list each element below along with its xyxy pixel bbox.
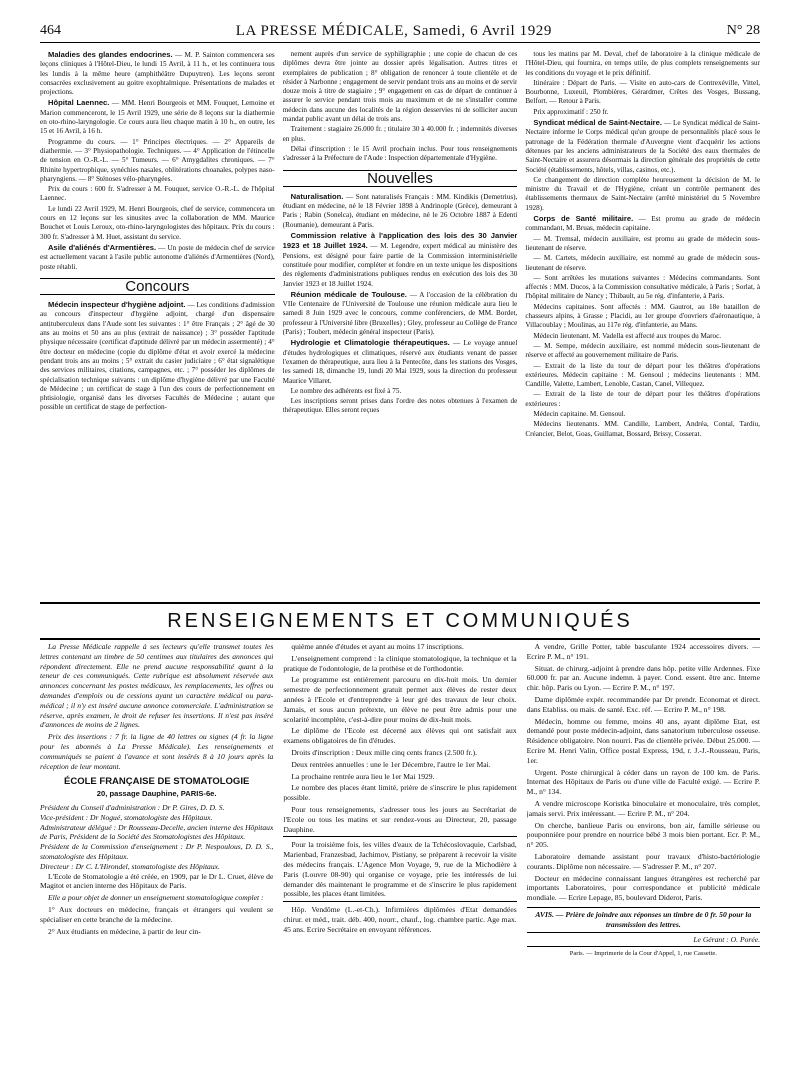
classified-ad: Urgent. Poste chirurgical à céder dans un rayon de 100 km. de Paris. Internat des Hôpitaux de Paris ou d'une ville de Faculté exigé. — Ecrire P. M., n° 134. xyxy=(526,767,760,797)
article-heading: Asile d'aliénés d'Armentières. xyxy=(48,242,157,252)
article-paragraph xyxy=(283,50,518,124)
article-heading: Corps de Santé militaire. xyxy=(533,214,634,224)
article-paragraph xyxy=(283,231,518,289)
article-paragraph xyxy=(40,243,275,272)
article-text: Traitement : stagiaire 26.000 fr. ; titulaire 30 à 40.000 fr. ; indemnités diverses en plus. xyxy=(282,125,518,143)
article-heading: Réunion médicale de Toulouse. xyxy=(290,289,407,299)
officer-line: Président de la Commission d'enseignement : Dr P. Nespoulous, D. D. S., stomatologiste des Hôpitaux. xyxy=(40,842,274,861)
classified-ad: Docteur en médecine connaissant langues étrangères est recherché par importants Laboratoires, pour correspondance et publicité médicale mondiale. — Ecrire Lepage, 85, boulevard Diderot, Paris. xyxy=(526,873,760,903)
article-text: — Le voyage annuel d'études hydrologiques et climatiques, réservé aux étudiants venant de passer l'examen de thérapeutique, aura lieu à la Pentecôte, dans les stations des Vosges, les samedi 18, dimanche 19, lundi 20 Mai 1929, sous la direction du professeur Maurice Villaret. xyxy=(282,339,518,385)
article-text: Prix du cours : 600 fr. S'adresser à M. Fouquet, service O.-R.-L. de l'hôpital Laennec. xyxy=(40,185,275,203)
article-paragraph xyxy=(283,387,518,396)
article-text: Ce changement de direction complète heureusement la décision de M. le ministre du Travail et de l'Hygiène, créant un contrôle permanent des établissements thermaux de Saint-Nectaire (arrêté ministériel du 5 Novembre 1928). xyxy=(525,175,761,212)
article-text: — Est promu au grade de médecin commandant, M. Bruas, médecin capitaine. xyxy=(525,215,761,233)
article-paragraph xyxy=(525,274,760,302)
school-title: ÉCOLE FRANÇAISE DE STOMATOLOGIE xyxy=(64,776,250,788)
article-paragraph xyxy=(525,420,760,439)
article-paragraph xyxy=(525,50,760,78)
article-text: Médecins lieutenants. MM. Candille, Lambert, Andréa, Contal, Tardiu, Créancier, Belot, Goas, Guillamat, Bossard, Brissy, Cosserat. xyxy=(525,420,761,438)
article-text: Les inscriptions seront prises dans l'ordre des notes obtenues à l'examen de thérapeutique. Elles seront reçues xyxy=(282,397,518,415)
page-header xyxy=(40,20,760,43)
article-text: Médecins capitaines. Sont affectés : MM. Gautrot, au 18e bataillon de chasseurs alpins, à Grasse ; Placidi, au 1er groupe d'ouvriers d'aéronautique, à Villacoublay ; Moulinas, au 117e rég. d'infanterie, au Mans. xyxy=(525,302,761,330)
article-heading: Syndicat médical de Saint-Nectaire. xyxy=(533,118,662,128)
communique-paragraph: Le diplôme de l'Ecole est décerné aux élèves qui ont satisfait aux examens obligatoires de fin d'études. xyxy=(283,726,517,746)
article-text: — Les conditions d'admission au concours d'inspecteur d'hygiène adjoint, chargé d'un dispensaire antituberculeux dans l'Aude sont les suivantes : 1° être Français ; 2° âgé de 30 ans au moins et 50 ans au plus (extrait de naissance) ; 3° posséder l'aptitude physique nécessaire (certificat d'aptitude délivré par un médecin assermenté) ; 4° être docteur en médecine (copie du diplôme d'état et avoir exercé la médecine pendant trois ans au moins ; 5° extrait du casier judiciaire ; 6° état signalétique des services militaires, citations, campagnes, etc. ; 7° posséder les diplômes de spécialisation technique suivants : un diplôme d'hygiène délivré par une Faculté de Médecine ; un certificat de stage à l'un des cours de perfectionnement en phtisiologie, organisé dans les diverses Facultés de Médecine ; autant que possible un certificat de stage de perfection- xyxy=(40,301,275,412)
article-heading: Commission relative à l'application des lois des 30 Janvier 1923 et 18 Juillet 1924. xyxy=(282,231,518,251)
communique-paragraph: Deux rentrées annuelles : une le 1er Décembre, l'autre le 1er Mai. xyxy=(291,759,491,769)
article-paragraph xyxy=(283,397,518,416)
article-text: tous les matins par M. Deval, chef de laboratoire à la clinique médicale de l'Hôtel-Dieu, qui fournira, en temps utile, de plus complets renseignements sur les conditions du voyage et le prix définitif. xyxy=(525,50,761,77)
journal-title: LA PRESSE MÉDICALE, Samedi, 6 Avril 1929 xyxy=(235,22,552,39)
article-paragraph xyxy=(283,125,518,144)
article-text: Prix approximatif : 250 fr. xyxy=(533,107,609,116)
communique-paragraph: Hôp. Vendôme (L.-et-Ch.). Infirmières diplômées d'Etat demandées chirur. et méd., trait. déb. 400, nourr., chauf., log. chambre partic. Age max. 45 ans. Ecrire Secrétaire en envoyant références. xyxy=(283,901,516,934)
bottom-columns xyxy=(40,642,760,1062)
article-text: — Sont arrêtées les mutations suivantes : Médecins commandants. Sont affectés : MM. Ducos, à la Commission consultative médicale, à Paris ; Sorlat, à l'hôpital militaire de Nancy ; Thibault, au 5e rég. d'infanterie, à Paris. xyxy=(525,273,761,301)
article-text: — Un poste de médecin chef de service est actuellement vacant à l'asile public autonome d'aliénés d'Armentières (Nord), poste rétabli. xyxy=(40,243,275,271)
classified-ad: Laboratoire demande assistant pour travaux d'histo-bactériologie courants. Diplôme non nécessaire. — S'adresser P. M., n° 207. xyxy=(526,851,760,871)
article-text: Itinéraire : Départ de Paris. — Visite en auto-cars de Contrexéville, Vittel, Bourbonne, Luxeuil, Plombières, Gérardmer, Crêtes des Vosges, Bussang, Belfort. — Retour à Paris. xyxy=(525,78,761,106)
article-heading: Hôpital Laennec. xyxy=(48,98,110,108)
officer-line: Directeur : Dr C. L'Hirondel, stomatologiste des Hôpitaux. xyxy=(40,861,220,871)
column-1 xyxy=(40,50,275,590)
article-paragraph xyxy=(525,332,760,341)
article-text: — Le Syndicat médical de Saint-Nectaire informe le Corps médical qu'un groupe de personnalités placé sous le patronage de la Fédération thermale d'Auvergne vient d'acquérir les actions détenues par les anciens administrateurs de la Société des eaux thermales de Saint-Nectaire et assurera désormais la direction générale des propriétés de cette Société (établissements, hôtels, villas, casinos, etc.). xyxy=(525,119,761,174)
section-banner: RENSEIGNEMENTS ET COMMUNIQUÉS xyxy=(40,602,760,640)
article-text: Médecin lieutenant. M. Vadella est affecté aux troupes du Maroc. xyxy=(533,331,722,340)
article-heading: Naturalisation. xyxy=(290,191,344,201)
top-columns xyxy=(40,50,760,590)
classified-ad: Dame diplômée expér. recommandée par Dr prendr. Economat et direct. dans Etabliss. ou mais. de santé. Exc. réf. — Ecrire P. M., n° 198. xyxy=(526,694,760,714)
classified-ad: Situat. de chirurg.-adjoint à prendre dans hôp. petite ville Ardennes. Fixe 60.000 fr. par an. Aucune indemn. à payer. Cond. essent. être anc. Interne chir. hôp. Paris ou Lyon. — Ecrire P. M., n° 197. xyxy=(526,663,760,693)
section-title: Concours xyxy=(40,278,275,295)
officers-list xyxy=(40,803,273,872)
article-paragraph xyxy=(525,410,760,419)
officer-line: Administrateur délégué : Dr Rousseau-Decelle, ancien interne des Hôpitaux de Paris, Président de la Société des Stomatologistes des Hôpitaux. xyxy=(40,822,274,842)
article-paragraph xyxy=(525,176,760,213)
article-paragraph xyxy=(525,108,760,117)
officer-line: Vice-président : Dr Nogué, stomatologiste des Hôpitaux. xyxy=(40,812,213,822)
communique-paragraph: Droits d'inscription : Deux mille cinq cents francs (2.500 fr.). xyxy=(291,747,478,757)
article-paragraph xyxy=(525,79,760,107)
article-paragraph xyxy=(283,192,518,230)
article-text: nement auprès d'un service de syphiligraphie ; une copie de chacun de ces diplômes devra être jointe au dossier après légalisation. Autres titres et exemplaires de publication ; 8° obligation de renoncer à toute clientèle et de résider à Narbonne ; engagement de servir pendant trois ans au moins et de servir douze mois à titre de stagiaire ; 9° engagement en cas de départ de continuer à assurer le service pendant trois mois au maximum et de ne s'installer comme médecin dans aucune des localités de la région desservies ni de solliciter aucun mandat public avant un délai de trois ans. xyxy=(282,50,518,124)
gerant-line: Le Gérant : O. Porée. xyxy=(693,934,760,944)
communique-paragraph: Le programme est entièrement parcouru en dix-huit mois. Un dernier semestre de perfectionnement gratuit permet aux élèves de rester deux années à l'Ecole et d'entreprendre à leur gré des travaux de leur choix. Jamais, et sous aucun prétexte, un élève ne peut être admis pour une scolarité incomplète, c'est-à-dire pour moins de dix-huit mois. xyxy=(283,675,517,724)
column-2 xyxy=(283,50,518,590)
article-paragraph xyxy=(40,98,275,136)
article-paragraph xyxy=(525,254,760,273)
article-text: — Extrait de la liste du tour de départ pour les théâtres d'opérations extérieures. Médecin capitaine : M. Gensoul ; médecins lieutenants : MM. Candille, Valette, Lambert, Lenoble, Castan, Canel, Villequez. xyxy=(525,361,761,389)
intro-notice: La Presse Médicale rappelle à ses lecteurs qu'elle transmet toutes les lettres contenant un timbre de 50 centimes aux titulaires des annonces qui répondent directement. Elle ne prend aucune responsabilité quant à la teneur de ces communiqués. Cette rubrique est absolument réservée aux annonces concernant les postes médicaux, les remplacements, les offres ou demandes d'emplois ou de cessions ayant un caractère médical ou para-médical ; il n'y est inséré aucune annonce commerciale. L'administration se réserve, après examen, le droit de refuser les insertions. Il n'est pas inséré d'annonces de moins de 2 lignes. xyxy=(40,642,274,730)
issue-number: N° 28 xyxy=(726,23,760,38)
communique-paragraph: Pour tous renseignements, s'adresser tous les jours au Secrétariat de l'Ecole ou tous les matins et sur rendez-vous au Directeur, 20, passage Dauphine. xyxy=(283,804,517,834)
school-paragraph: 1° Aux docteurs en médecine, français et étrangers qui veulent se spécialiser en cette branche de la médecine. xyxy=(40,904,274,924)
article-paragraph xyxy=(525,118,760,175)
insertion-prices: Prix des insertions : 7 fr. la ligne de 40 lettres ou signes (4 fr. la ligne pour les abonnés à La Presse Médicale). Les renseignements et communiqués se paient à l'avance et sont insérés 8 à 10 jours après la réception de leur montant. xyxy=(40,732,274,771)
article-text: Le lundi 22 Avril 1929, M. Henri Bourgeois, chef de service, commencera un cours en 12 leçons sur les sinusites avec la collaboration de MM. Maurice Bouchet et Louis Leroux, oto-rhino-laryngologistes des hôpitaux. Prix du cours : 300 fr. S'adresser à M. Huet, assistant du service. xyxy=(40,204,275,241)
article-heading: Hydrologie et Climatologie thérapeutiques. xyxy=(290,338,450,348)
communique-paragraph: Le nombre des places étant limité, prière de s'inscrire le plus rapidement possible. xyxy=(283,783,517,803)
article-text: Le nombre des adhérents est fixé à 75. xyxy=(290,386,402,395)
article-paragraph xyxy=(40,185,275,204)
article-text: — A l'occasion de la célébration du VIIe Centenaire de l'Université de Toulouse une réunion médicale aura lieu le samedi 8 Juin 1929 avec le concours, comme conférenciers, de MM. Bordet, professeur à l'Université libre (Bruxelles) ; Gley, professeur au Collège de France (Paris) ; Toubert, médecin général inspecteur (Paris). xyxy=(282,290,518,337)
article-text: — M. Sempe, médecin auxiliaire, est nommé médecin sous-lieutenant de réserve et affecté au gouvernement militaire de Paris. xyxy=(525,341,761,360)
bottom-column-2 xyxy=(283,642,516,1062)
bottom-column-1 xyxy=(40,642,273,1062)
classified-ad: Médecin, homme ou femme, moins 40 ans, ayant diplôme Etat, est demandé pour poste médecin-adjoint, dans sanatorium tuberculose osseuse. Résidence obligatoire. Non nourri. Pas de clientèle privée. Début 25.000. — Ecrire M. Henri Valin, Office postal Express, 19d, r. J.-J.-Rousseau, Paris, 1er. xyxy=(526,716,760,765)
communique-paragraph: Pour la troisième fois, les villes d'eaux de la Tchécoslovaquie, Carlsbad, Marienbad, Franzesbad, Jachimov, Pistiany, se préparent à recevoir la visite des médecins français. L'Agence Mon Voyage, 9, rue de la Michodière à Paris (Louvre 08-90) qui organise ce voyage, prie les intéressés de lui demander dès maintenant le programme et de s'inscrire le plus rapidement possible, les places étant limitées. xyxy=(283,836,516,899)
article-paragraph xyxy=(525,235,760,254)
article-heading: Maladies des glandes endocrines. xyxy=(48,50,173,59)
article-text: — M. Legendre, expert médical au ministère des Pensions, est désigné pour faire partie de la Commission interministérielle constituée pour modifier, compléter et fondre en un texte unique les dispositions des règlements d'administrations publiques rendus en exécution des lois des 30 Janvier 1923 et 18 Juillet 1924. xyxy=(282,242,518,288)
article-paragraph xyxy=(283,338,518,385)
communique-paragraph: quième année d'études et ayant au moins 17 inscriptions. xyxy=(291,642,464,651)
article-paragraph xyxy=(283,145,518,164)
article-paragraph xyxy=(283,290,518,337)
classified-ad: A vendre microscope Koristka binoculaire et monoculaire, très complet, jamais servi. Prix intéressant. — Ecrire P. M., n° 204. xyxy=(526,798,760,818)
article-heading: Médecin inspecteur d'hygiène adjoint. xyxy=(48,300,186,310)
communique-paragraph: L'enseignement comprend : la clinique stomatologique, la technique et la pratique de l'odontologie, de la prothèse et de l'orthodontie. xyxy=(283,653,517,673)
school-address: 20, passage Dauphine, PARIS-6e. xyxy=(96,789,217,799)
article-text: — Extrait de la liste de tour de départ pour les théâtres d'opérations extérieures : xyxy=(525,390,761,408)
printer-line: Paris. — Imprimerie de la Cour d'Appel, 1, rue Cassette. xyxy=(527,946,760,959)
article-text: Médecin capitaine. M. Gensoul. xyxy=(533,409,626,418)
avis-notice: AVIS. — Prière de joindre aux réponses un timbre de 0 fr. 50 pour la transmission des lettres. xyxy=(527,907,760,933)
article-text: — MM. Henri Bourgeois et MM. Fouquet, Lemoine et Marion commenceront, le 15 Avril 1929, une série de 8 leçons sur la diathermie en oto-rhino-laryngologie. Ce cours aura lieu chaque matin à 10 h., en outre, les 15 et 16 Avril, à 16 h. xyxy=(40,99,275,136)
article-paragraph xyxy=(525,342,760,361)
article-paragraph xyxy=(525,303,760,331)
page-number: 464 xyxy=(40,23,61,38)
article-text: — M. Cartets, médecin auxiliaire, est nommé au grade de médecin sous-lieutenant de réserve. xyxy=(525,254,761,272)
article-paragraph xyxy=(40,205,275,242)
article-paragraph xyxy=(525,362,760,390)
article-paragraph xyxy=(40,300,275,413)
article-text: — Sont naturalisés Français : MM. Kindikis (Demetrius), étudiant en médecine, né le 18 Février 1898 à Andrinople (Grèce), demeurant à Paris ; Rabin (Sonelca), étudiant en médecine, né le 26 Octobre 1887 à Edenti (Roumanie), demeurant à Paris. xyxy=(282,192,518,229)
communique-paragraph: La prochaine rentrée aura lieu le 1er Mai 1929. xyxy=(291,771,435,781)
school-paragraph: L'Ecole de Stomatologie a été créée, en 1909, par le Dr L. Cruet, élève de Magitot et ancien interne des Hôpitaux de Paris. xyxy=(40,871,274,891)
section-title: Nouvelles xyxy=(283,170,518,187)
classified-ads xyxy=(527,642,760,903)
article-paragraph xyxy=(40,138,275,184)
bottom-column-3 xyxy=(527,642,760,1062)
column-3 xyxy=(525,50,760,590)
article-text: Délai d'inscription : le 15 Avril prochain inclus. Pour tous renseignements s'adresser à la Préfecture de l'Aude : Inspection départementale d'Hygiène. xyxy=(282,144,518,163)
article-text: Programme du cours. — 1° Principes électriques. — 2° Appareils de diathermie. — 3° Physiopathologie. Techniques. — 4° Application de l'étincelle de tension en O.-R.-L. — 5° Tumeurs. — 6° Amygdalites chroniques. — 7° Rhinite hypertrophique, synéchies nasales, oblitérations choanales, polypes naso-pharyngiens. — 8° Sténoses vélo-pharyngées. xyxy=(40,137,275,183)
classified-ad: A vendre, Grille Potter, table basculante 1924 accessoires divers. — Ecrire P. M., n° 191. xyxy=(526,642,760,661)
article-paragraph xyxy=(525,214,760,234)
article-paragraph xyxy=(525,390,760,409)
school-paragraph: 2° Aux étudiants en médecine, à partir de leur cin- xyxy=(48,926,201,936)
article-paragraph xyxy=(40,50,275,97)
article-text: — M. P. Sainton commencera ses leçons cliniques à l'Hôtel-Dieu, le lundi 15 Avril, à 11 h., et les continuera tous les lundis à la même heure (amphithéâtre Dupuytren). Les leçons seront consacrées exclusivement au goitre exophtalmique. Présentations de malades et projections. xyxy=(40,51,275,97)
school-paragraph: Elle a pour objet de donner un enseignement stomatologique complet : xyxy=(48,893,264,903)
officer-line: Président du Conseil d'administration : Dr P. Gires, D. D. S. xyxy=(40,802,225,812)
article-text: — M. Tremsal, médecin auxiliaire, est promu au grade de médecin sous-lieutenant de réserve. xyxy=(525,234,761,252)
classified-ad: On cherche, banlieue Paris ou environs, bon air, famille sérieuse ou pouponnière pour prendre en nourrice bébé 3 mois bien portant. Ecr. P. M., n° 205. xyxy=(526,820,760,850)
